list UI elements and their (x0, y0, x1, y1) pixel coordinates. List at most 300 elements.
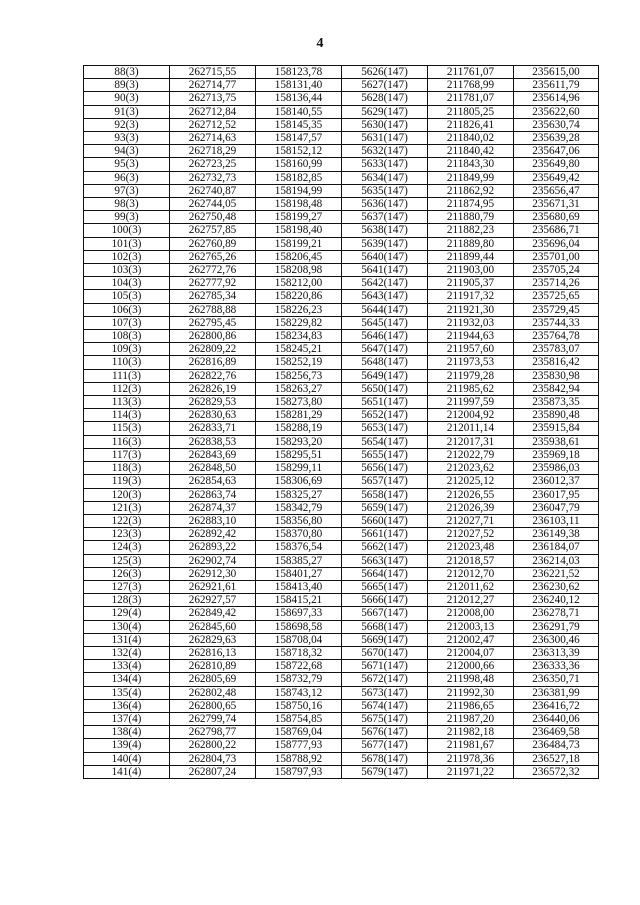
cell-x-coordinate-right: 211979,28 (428, 369, 514, 382)
cell-point-id-left: 132(4) (84, 646, 170, 659)
cell-y-coordinate-right: 235890,48 (514, 409, 599, 422)
cell-y-coordinate-left: 158370,80 (256, 528, 342, 541)
cell-x-coordinate-left: 262765,26 (170, 250, 256, 263)
cell-point-id-left: 122(3) (84, 514, 170, 527)
cell-point-id-right: 5663(147) (342, 554, 428, 567)
cell-y-coordinate-right: 235764,78 (514, 330, 599, 343)
cell-y-coordinate-left: 158754,85 (256, 712, 342, 725)
cell-y-coordinate-right: 235647,06 (514, 145, 599, 158)
cell-x-coordinate-right: 211973,53 (428, 356, 514, 369)
cell-x-coordinate-right: 211987,20 (428, 712, 514, 725)
cell-x-coordinate-left: 262715,55 (170, 66, 256, 79)
cell-y-coordinate-right: 236381,99 (514, 686, 599, 699)
cell-x-coordinate-right: 211882,23 (428, 224, 514, 237)
cell-point-id-right: 5660(147) (342, 514, 428, 527)
cell-y-coordinate-right: 235696,04 (514, 237, 599, 250)
table-row (84, 369, 599, 382)
cell-x-coordinate-right: 211997,59 (428, 396, 514, 409)
cell-point-id-left: 119(3) (84, 475, 170, 488)
cell-y-coordinate-right: 235725,65 (514, 290, 599, 303)
cell-point-id-right: 5648(147) (342, 356, 428, 369)
cell-point-id-left: 109(3) (84, 343, 170, 356)
cell-y-coordinate-right: 235615,00 (514, 66, 599, 79)
cell-point-id-right: 5630(147) (342, 118, 428, 131)
cell-y-coordinate-left: 158376,54 (256, 541, 342, 554)
cell-y-coordinate-left: 158401,27 (256, 567, 342, 580)
cell-point-id-right: 5678(147) (342, 752, 428, 765)
cell-point-id-left: 124(3) (84, 541, 170, 554)
cell-y-coordinate-right: 235614,96 (514, 92, 599, 105)
cell-point-id-right: 5641(147) (342, 264, 428, 277)
cell-x-coordinate-right: 211899,44 (428, 250, 514, 263)
table-row (84, 646, 599, 659)
cell-y-coordinate-left: 158306,69 (256, 475, 342, 488)
cell-x-coordinate-left: 262863,74 (170, 488, 256, 501)
cell-point-id-left: 141(4) (84, 765, 170, 778)
cell-x-coordinate-left: 262788,88 (170, 303, 256, 316)
cell-y-coordinate-left: 158198,48 (256, 198, 342, 211)
cell-point-id-right: 5676(147) (342, 726, 428, 739)
table-row (84, 594, 599, 607)
cell-x-coordinate-right: 211840,42 (428, 145, 514, 158)
cell-point-id-right: 5652(147) (342, 409, 428, 422)
cell-x-coordinate-left: 262830,63 (170, 409, 256, 422)
cell-y-coordinate-left: 158136,44 (256, 92, 342, 105)
cell-y-coordinate-left: 158273,80 (256, 396, 342, 409)
cell-point-id-left: 131(4) (84, 633, 170, 646)
cell-y-coordinate-right: 236484,73 (514, 739, 599, 752)
cell-point-id-right: 5642(147) (342, 277, 428, 290)
cell-y-coordinate-right: 235680,69 (514, 211, 599, 224)
cell-point-id-right: 5672(147) (342, 673, 428, 686)
cell-y-coordinate-right: 235842,94 (514, 382, 599, 395)
cell-y-coordinate-left: 158777,93 (256, 739, 342, 752)
cell-point-id-right: 5632(147) (342, 145, 428, 158)
cell-y-coordinate-left: 158797,93 (256, 765, 342, 778)
cell-y-coordinate-left: 158697,33 (256, 607, 342, 620)
cell-x-coordinate-left: 262712,84 (170, 105, 256, 118)
cell-y-coordinate-right: 236103,11 (514, 514, 599, 527)
cell-point-id-right: 5662(147) (342, 541, 428, 554)
cell-x-coordinate-right: 211978,36 (428, 752, 514, 765)
cell-y-coordinate-left: 158212,00 (256, 277, 342, 290)
cell-x-coordinate-left: 262848,50 (170, 462, 256, 475)
cell-point-id-right: 5647(147) (342, 343, 428, 356)
cell-y-coordinate-left: 158342,79 (256, 501, 342, 514)
cell-point-id-right: 5643(147) (342, 290, 428, 303)
cell-point-id-right: 5631(147) (342, 132, 428, 145)
table-row (84, 541, 599, 554)
cell-point-id-left: 115(3) (84, 422, 170, 435)
cell-x-coordinate-right: 211805,25 (428, 105, 514, 118)
table-row (84, 475, 599, 488)
cell-point-id-left: 88(3) (84, 66, 170, 79)
table-row (84, 567, 599, 580)
table-row (84, 462, 599, 475)
cell-y-coordinate-right: 235783,07 (514, 343, 599, 356)
cell-point-id-left: 116(3) (84, 435, 170, 448)
cell-y-coordinate-left: 158152,12 (256, 145, 342, 158)
cell-point-id-right: 5661(147) (342, 528, 428, 541)
cell-x-coordinate-left: 262798,77 (170, 726, 256, 739)
cell-y-coordinate-left: 158718,32 (256, 646, 342, 659)
cell-y-coordinate-left: 158226,23 (256, 303, 342, 316)
cell-point-id-right: 5644(147) (342, 303, 428, 316)
cell-point-id-left: 133(4) (84, 660, 170, 673)
cell-y-coordinate-left: 158769,04 (256, 726, 342, 739)
table-row (84, 554, 599, 567)
cell-y-coordinate-left: 158788,92 (256, 752, 342, 765)
cell-point-id-left: 110(3) (84, 356, 170, 369)
table-row (84, 343, 599, 356)
cell-y-coordinate-right: 236527,18 (514, 752, 599, 765)
cell-x-coordinate-left: 262714,77 (170, 79, 256, 92)
cell-x-coordinate-left: 262785,34 (170, 290, 256, 303)
cell-x-coordinate-right: 212003,13 (428, 620, 514, 633)
cell-x-coordinate-left: 262750,48 (170, 211, 256, 224)
table-row (84, 712, 599, 725)
cell-x-coordinate-left: 262843,69 (170, 448, 256, 461)
cell-y-coordinate-left: 158722,68 (256, 660, 342, 673)
cell-x-coordinate-left: 262829,63 (170, 633, 256, 646)
cell-y-coordinate-right: 235671,31 (514, 198, 599, 211)
cell-x-coordinate-left: 262760,89 (170, 237, 256, 250)
cell-y-coordinate-right: 235656,47 (514, 184, 599, 197)
cell-point-id-right: 5659(147) (342, 501, 428, 514)
cell-point-id-left: 102(3) (84, 250, 170, 263)
cell-x-coordinate-left: 262802,48 (170, 686, 256, 699)
table-row (84, 422, 599, 435)
cell-x-coordinate-left: 262795,45 (170, 316, 256, 329)
table-row (84, 607, 599, 620)
cell-y-coordinate-left: 158293,20 (256, 435, 342, 448)
cell-point-id-right: 5666(147) (342, 594, 428, 607)
cell-x-coordinate-right: 211944,63 (428, 330, 514, 343)
cell-point-id-left: 139(4) (84, 739, 170, 752)
cell-point-id-right: 5668(147) (342, 620, 428, 633)
table-row (84, 528, 599, 541)
cell-point-id-left: 92(3) (84, 118, 170, 131)
cell-x-coordinate-right: 212011,14 (428, 422, 514, 435)
table-row (84, 237, 599, 250)
page-number: 4 (316, 36, 324, 51)
cell-x-coordinate-left: 262805,69 (170, 673, 256, 686)
cell-point-id-left: 106(3) (84, 303, 170, 316)
cell-x-coordinate-right: 212008,00 (428, 607, 514, 620)
cell-point-id-right: 5677(147) (342, 739, 428, 752)
cell-point-id-right: 5640(147) (342, 250, 428, 263)
cell-point-id-left: 89(3) (84, 79, 170, 92)
cell-x-coordinate-right: 211982,18 (428, 726, 514, 739)
cell-point-id-left: 112(3) (84, 382, 170, 395)
cell-point-id-left: 126(3) (84, 567, 170, 580)
cell-point-id-left: 117(3) (84, 448, 170, 461)
cell-x-coordinate-left: 262816,89 (170, 356, 256, 369)
cell-x-coordinate-right: 211986,65 (428, 699, 514, 712)
cell-y-coordinate-right: 235701,00 (514, 250, 599, 263)
cell-x-coordinate-right: 212026,39 (428, 501, 514, 514)
table-row (84, 699, 599, 712)
cell-y-coordinate-right: 235630,74 (514, 118, 599, 131)
cell-x-coordinate-left: 262854,63 (170, 475, 256, 488)
cell-y-coordinate-left: 158145,35 (256, 118, 342, 131)
cell-x-coordinate-right: 212017,31 (428, 435, 514, 448)
cell-y-coordinate-right: 236017,95 (514, 488, 599, 501)
cell-x-coordinate-right: 211932,03 (428, 316, 514, 329)
cell-x-coordinate-right: 211971,22 (428, 765, 514, 778)
cell-y-coordinate-left: 158750,16 (256, 699, 342, 712)
table-row (84, 211, 599, 224)
cell-x-coordinate-right: 212011,62 (428, 580, 514, 593)
table-row (84, 620, 599, 633)
cell-x-coordinate-right: 212023,62 (428, 462, 514, 475)
cell-point-id-right: 5635(147) (342, 184, 428, 197)
cell-point-id-right: 5626(147) (342, 66, 428, 79)
table-row (84, 79, 599, 92)
cell-x-coordinate-left: 262713,75 (170, 92, 256, 105)
cell-x-coordinate-right: 212026,55 (428, 488, 514, 501)
cell-point-id-right: 5669(147) (342, 633, 428, 646)
cell-y-coordinate-right: 236572,32 (514, 765, 599, 778)
cell-y-coordinate-left: 158256,73 (256, 369, 342, 382)
cell-y-coordinate-right: 235686,71 (514, 224, 599, 237)
cell-y-coordinate-right: 235611,79 (514, 79, 599, 92)
cell-y-coordinate-right: 236333,36 (514, 660, 599, 673)
cell-x-coordinate-right: 212018,57 (428, 554, 514, 567)
cell-x-coordinate-right: 212004,07 (428, 646, 514, 659)
cell-point-id-right: 5657(147) (342, 475, 428, 488)
cell-point-id-left: 104(3) (84, 277, 170, 290)
cell-x-coordinate-right: 212027,52 (428, 528, 514, 541)
table-row (84, 660, 599, 673)
cell-point-id-right: 5674(147) (342, 699, 428, 712)
cell-point-id-left: 94(3) (84, 145, 170, 158)
table-row (84, 303, 599, 316)
cell-y-coordinate-left: 158245,21 (256, 343, 342, 356)
cell-point-id-right: 5627(147) (342, 79, 428, 92)
cell-point-id-right: 5664(147) (342, 567, 428, 580)
cell-y-coordinate-right: 235622,60 (514, 105, 599, 118)
cell-point-id-left: 140(4) (84, 752, 170, 765)
cell-x-coordinate-left: 262829,53 (170, 396, 256, 409)
table-row (84, 316, 599, 329)
cell-point-id-left: 97(3) (84, 184, 170, 197)
cell-point-id-right: 5656(147) (342, 462, 428, 475)
cell-y-coordinate-left: 158288,19 (256, 422, 342, 435)
cell-y-coordinate-right: 236221,52 (514, 567, 599, 580)
cell-x-coordinate-left: 262799,74 (170, 712, 256, 725)
cell-y-coordinate-left: 158206,45 (256, 250, 342, 263)
cell-x-coordinate-left: 262800,86 (170, 330, 256, 343)
cell-point-id-right: 5646(147) (342, 330, 428, 343)
cell-x-coordinate-left: 262723,25 (170, 158, 256, 171)
cell-y-coordinate-left: 158199,21 (256, 237, 342, 250)
cell-x-coordinate-right: 212004,92 (428, 409, 514, 422)
table-row (84, 382, 599, 395)
cell-point-id-right: 5649(147) (342, 369, 428, 382)
cell-point-id-left: 135(4) (84, 686, 170, 699)
cell-x-coordinate-right: 212025,12 (428, 475, 514, 488)
cell-point-id-left: 118(3) (84, 462, 170, 475)
cell-x-coordinate-right: 211905,37 (428, 277, 514, 290)
cell-point-id-left: 103(3) (84, 264, 170, 277)
cell-y-coordinate-left: 158252,19 (256, 356, 342, 369)
cell-y-coordinate-right: 235830,98 (514, 369, 599, 382)
table-row (84, 580, 599, 593)
cell-y-coordinate-right: 236047,79 (514, 501, 599, 514)
table-row (84, 739, 599, 752)
table-row (84, 132, 599, 145)
cell-point-id-right: 5636(147) (342, 198, 428, 211)
cell-y-coordinate-right: 236469,58 (514, 726, 599, 739)
cell-point-id-left: 114(3) (84, 409, 170, 422)
cell-x-coordinate-right: 211781,07 (428, 92, 514, 105)
cell-x-coordinate-right: 211862,92 (428, 184, 514, 197)
cell-x-coordinate-left: 262740,87 (170, 184, 256, 197)
table-row (84, 145, 599, 158)
cell-point-id-left: 93(3) (84, 132, 170, 145)
cell-y-coordinate-right: 235915,84 (514, 422, 599, 435)
cell-x-coordinate-left: 262912,30 (170, 567, 256, 580)
cell-point-id-left: 120(3) (84, 488, 170, 501)
cell-x-coordinate-left: 262845,60 (170, 620, 256, 633)
cell-point-id-right: 5670(147) (342, 646, 428, 659)
table-row (84, 686, 599, 699)
cell-y-coordinate-left: 158123,78 (256, 66, 342, 79)
cell-point-id-left: 127(3) (84, 580, 170, 593)
table-row (84, 448, 599, 461)
cell-point-id-right: 5645(147) (342, 316, 428, 329)
cell-y-coordinate-right: 235969,18 (514, 448, 599, 461)
cell-point-id-left: 111(3) (84, 369, 170, 382)
cell-x-coordinate-right: 211992,30 (428, 686, 514, 699)
cell-y-coordinate-right: 235639,28 (514, 132, 599, 145)
table-row (84, 277, 599, 290)
cell-x-coordinate-left: 262849,42 (170, 607, 256, 620)
coordinates-table-body (84, 66, 599, 779)
cell-point-id-left: 138(4) (84, 726, 170, 739)
cell-point-id-left: 121(3) (84, 501, 170, 514)
cell-x-coordinate-left: 262800,22 (170, 739, 256, 752)
cell-x-coordinate-right: 211840,02 (428, 132, 514, 145)
cell-y-coordinate-left: 158182,85 (256, 171, 342, 184)
cell-point-id-left: 123(3) (84, 528, 170, 541)
cell-x-coordinate-left: 262714,63 (170, 132, 256, 145)
cell-x-coordinate-right: 211843,30 (428, 158, 514, 171)
cell-point-id-right: 5673(147) (342, 686, 428, 699)
cell-point-id-left: 129(4) (84, 607, 170, 620)
table-row (84, 409, 599, 422)
cell-y-coordinate-left: 158234,83 (256, 330, 342, 343)
cell-y-coordinate-right: 235744,33 (514, 316, 599, 329)
cell-x-coordinate-left: 262874,37 (170, 501, 256, 514)
cell-y-coordinate-right: 236313,39 (514, 646, 599, 659)
cell-point-id-left: 128(3) (84, 594, 170, 607)
cell-x-coordinate-right: 211985,62 (428, 382, 514, 395)
cell-x-coordinate-left: 262902,74 (170, 554, 256, 567)
cell-point-id-right: 5665(147) (342, 580, 428, 593)
cell-y-coordinate-right: 235816,42 (514, 356, 599, 369)
cell-y-coordinate-right: 236300,46 (514, 633, 599, 646)
cell-point-id-left: 101(3) (84, 237, 170, 250)
cell-x-coordinate-left: 262838,53 (170, 435, 256, 448)
cell-point-id-right: 5634(147) (342, 171, 428, 184)
cell-x-coordinate-left: 262757,85 (170, 224, 256, 237)
cell-x-coordinate-right: 212002,47 (428, 633, 514, 646)
cell-y-coordinate-right: 235729,45 (514, 303, 599, 316)
cell-point-id-left: 130(4) (84, 620, 170, 633)
table-row (84, 765, 599, 778)
cell-y-coordinate-left: 158415,21 (256, 594, 342, 607)
cell-point-id-right: 5651(147) (342, 396, 428, 409)
cell-x-coordinate-left: 262883,10 (170, 514, 256, 527)
table-row (84, 435, 599, 448)
cell-y-coordinate-right: 235649,42 (514, 171, 599, 184)
cell-y-coordinate-right: 235986,03 (514, 462, 599, 475)
cell-y-coordinate-left: 158147,57 (256, 132, 342, 145)
cell-y-coordinate-left: 158413,40 (256, 580, 342, 593)
cell-y-coordinate-right: 235938,61 (514, 435, 599, 448)
cell-x-coordinate-left: 262777,92 (170, 277, 256, 290)
cell-x-coordinate-right: 211768,99 (428, 79, 514, 92)
cell-y-coordinate-left: 158732,79 (256, 673, 342, 686)
cell-point-id-right: 5667(147) (342, 607, 428, 620)
cell-y-coordinate-right: 235649,80 (514, 158, 599, 171)
table-row (84, 184, 599, 197)
table-row (84, 752, 599, 765)
table-row (84, 118, 599, 131)
cell-x-coordinate-right: 212012,70 (428, 567, 514, 580)
cell-x-coordinate-left: 262744,05 (170, 198, 256, 211)
cell-x-coordinate-right: 211921,30 (428, 303, 514, 316)
table-row (84, 105, 599, 118)
cell-x-coordinate-left: 262800,65 (170, 699, 256, 712)
table-row (84, 158, 599, 171)
cell-x-coordinate-left: 262921,61 (170, 580, 256, 593)
cell-point-id-right: 5671(147) (342, 660, 428, 673)
cell-point-id-right: 5658(147) (342, 488, 428, 501)
table-row (84, 198, 599, 211)
cell-point-id-left: 95(3) (84, 158, 170, 171)
cell-point-id-left: 113(3) (84, 396, 170, 409)
cell-y-coordinate-left: 158281,29 (256, 409, 342, 422)
cell-x-coordinate-left: 262732,73 (170, 171, 256, 184)
cell-point-id-left: 91(3) (84, 105, 170, 118)
cell-point-id-left: 134(4) (84, 673, 170, 686)
cell-y-coordinate-left: 158199,27 (256, 211, 342, 224)
cell-y-coordinate-left: 158263,27 (256, 382, 342, 395)
cell-x-coordinate-left: 262816,13 (170, 646, 256, 659)
cell-point-id-left: 98(3) (84, 198, 170, 211)
cell-point-id-right: 5638(147) (342, 224, 428, 237)
cell-x-coordinate-left: 262712,52 (170, 118, 256, 131)
cell-y-coordinate-left: 158299,11 (256, 462, 342, 475)
table-row (84, 501, 599, 514)
cell-y-coordinate-right: 236278,71 (514, 607, 599, 620)
cell-y-coordinate-right: 236240,12 (514, 594, 599, 607)
cell-y-coordinate-left: 158743,12 (256, 686, 342, 699)
cell-y-coordinate-left: 158708,04 (256, 633, 342, 646)
cell-x-coordinate-right: 212000,66 (428, 660, 514, 673)
cell-point-id-left: 99(3) (84, 211, 170, 224)
cell-x-coordinate-left: 262822,76 (170, 369, 256, 382)
cell-point-id-left: 137(4) (84, 712, 170, 725)
cell-point-id-right: 5639(147) (342, 237, 428, 250)
cell-x-coordinate-left: 262809,22 (170, 343, 256, 356)
cell-x-coordinate-right: 211957,60 (428, 343, 514, 356)
cell-x-coordinate-right: 211880,79 (428, 211, 514, 224)
cell-y-coordinate-left: 158140,55 (256, 105, 342, 118)
